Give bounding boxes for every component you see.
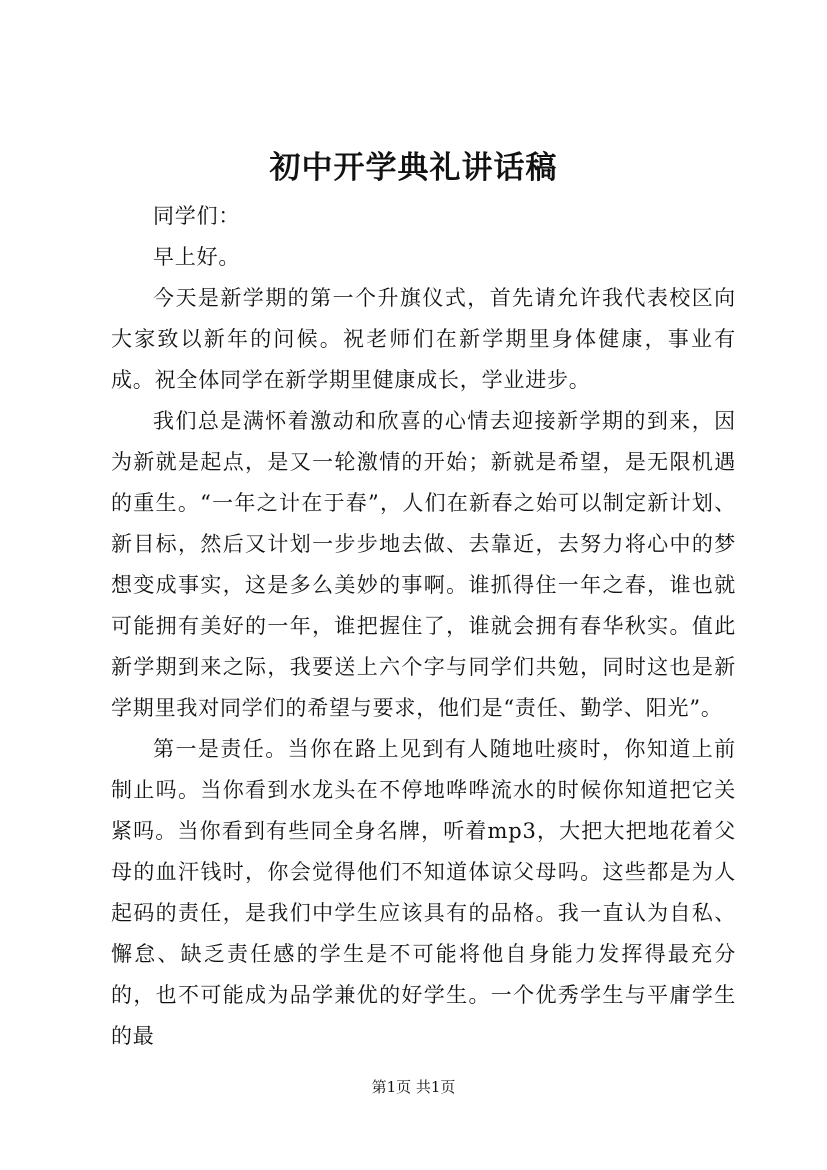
paragraph-new-semester: 我们总是满怀着激动和欣喜的心情去迎接新学期的到来，因为新就是起点，是又一轮激情的开始；新就是希望，是无限机遇的重生。“一年之计在于春”，人们在新春之始可以制定新计划、新目标，然后又计划一步步地去做、去靠近，去努力将心中的梦想变成事实，这是多么美妙的事啊。谁抓得住一年之春，谁也就可能拥有美好的一年，谁把握住了，谁就会拥有春华秋实。值此新学期到来之际，我要送上六个字与同学们共勉，同时这也是新学期里我对同学们的希望与要求，他们是“责任、勤学、阳光”。 <box>111 409 736 720</box>
paragraph-responsibility: 第一是责任。当你在路上见到有人随地吐痰时，你知道上前制止吗。当你看到水龙头在不停地哗哗流水的时候你知道把它关紧吗。当你看到有些同全身名牌，听着mp3，大把大把地花着父母的血汗钱时，你会觉得他们不知道体谅父母吗。这些都是为人起码的责任，是我们中学生应该具有的品格。我一直认为自私、懈怠、缺乏责任感的学生是不可能将他自身能力发挥得最充分的，也不可能成为品学兼优的好学生。一个优秀学生与平庸学生的最 <box>111 737 736 1048</box>
document-title: 初中开学典礼讲话稿 <box>269 150 558 186</box>
paragraph-intro: 今天是新学期的第一个升旗仪式，首先请允许我代表校区向大家致以新年的问候。祝老师们在新学期里身体健康，事业有成。祝全体同学在新学期里健康成长，学业进步。 <box>111 286 736 392</box>
document-body <box>111 196 736 1057</box>
paragraph-greeting: 同学们： <box>153 204 241 228</box>
page-footer: 第1页 共1页 <box>371 1078 456 1096</box>
paragraph-good-morning: 早上好。 <box>153 245 241 269</box>
